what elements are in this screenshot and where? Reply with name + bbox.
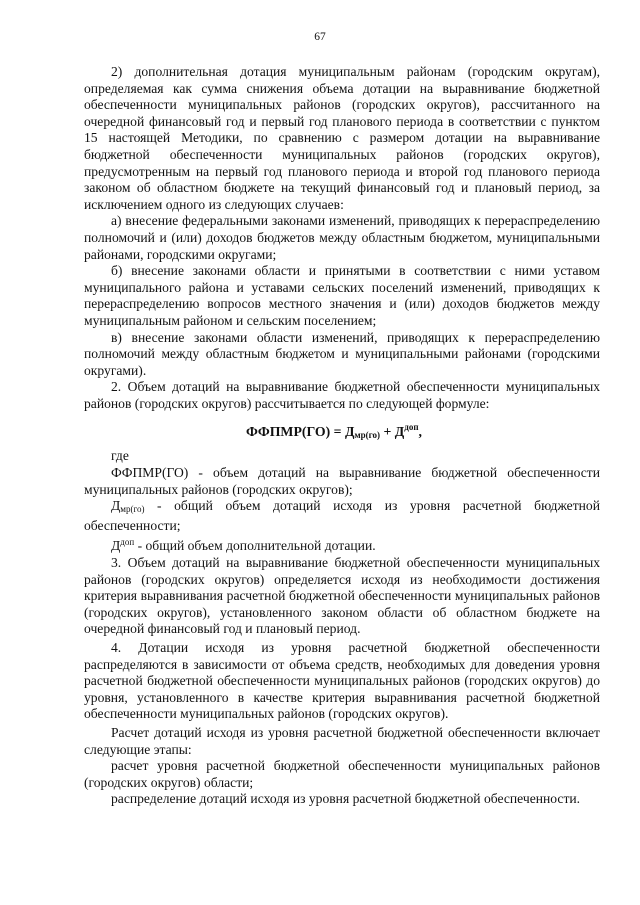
- page-number: 67: [314, 31, 326, 43]
- definition-ddop: [84, 534, 600, 555]
- paragraph-item-2: 2. Объем дотаций на выравнивание бюджетной обеспеченности муниципальных районов (городских округов) рассчитывается по следующей формуле:: [84, 379, 600, 411]
- paragraph-stage-2: распределение дотаций исходя из уровня расчетной бюджетной обеспеченности.: [111, 791, 581, 807]
- definition-ddop-text: - общий объем дополнительной дотации.: [134, 538, 376, 554]
- paragraph-case-v: в) внесение законами области изменений, приводящих к перераспределению полномочий между областным бюджетом и муниципальными районами (городскими округами).: [84, 329, 600, 378]
- formula-superscript: доп: [404, 422, 419, 433]
- definition-dmr: [84, 498, 600, 534]
- paragraph-stage-1: расчет уровня расчетной бюджетной обеспеченности муниципальных районов (городских округов) области;: [84, 758, 600, 790]
- formula-lhs: ФФПМР(ГО) = Д: [246, 424, 355, 440]
- paragraph-case-b: б) внесение законами области и принятыми в соответствии с ними уставом муниципального района и уставами сельских поселений изменений, приводящих к перераспределению вопросов местного значения и (или) доходов бюджетов между муниципальным районом и сельским поселением;: [84, 263, 600, 328]
- definition-dmr-term: Д: [111, 498, 121, 514]
- formula-subscript: мр(го): [354, 430, 380, 441]
- document-body: [84, 64, 600, 808]
- formula: [84, 418, 600, 444]
- definition-dmr-subscript: мр(го): [120, 504, 145, 515]
- definition-ddop-term: Д: [111, 538, 121, 554]
- paragraph-item-3: 3. Объем дотаций на выравнивание бюджетной обеспеченности муниципальных районов (городских округов) определяется исходя из необходимости достижения критерия выравнивания расчетной бюджетной обеспеченности муниципальных районов (городских округов), установленного законом области об областном бюджете на очередной финансовый год и плановый период.: [84, 555, 600, 637]
- definition-dmr-text: - общий объем дотаций исходя из уровня расчетной бюджетной обеспеченности;: [84, 498, 600, 533]
- where-label: где: [111, 448, 129, 464]
- paragraph-item-4: 4. Дотации исходя из уровня расчетной бюджетной обеспеченности распределяются в зависимости от объема средств, необходимых для доведения уровня расчетной бюджетной обеспеченности муниципальных районов (городских округов) до уровня, установленного в качестве критерия выравнивания расчетной бюджетной обеспеченности муниципальных районов (городских округов).: [84, 640, 600, 722]
- definition-ffpmr: [84, 465, 600, 498]
- paragraph-additional-subsidy: 2) дополнительная дотация муниципальным районам (городским округам), определяемая как сумма снижения объема дотации на выравнивание бюджетной обеспеченности муниципальных районов (городских округов), рассчитанного на очередной финансовый год и первый год планового периода в соответствии с пунктом 15 настоящей Методики, по сравнению с размером дотации на выравнивание бюджетной обеспеченности муниципальных районов (городских округов), предусмотренным на первый год планового периода и второй год планового периода законом об областном бюджете на текущий финансовый год и плановый период, за исключением одного из следующих случаев:: [84, 64, 600, 212]
- formula-plus: + Д: [380, 424, 405, 440]
- formula-tail: ,: [418, 424, 422, 440]
- definition-ffpmr-term: ФФПМР(ГО): [111, 465, 189, 481]
- definition-ffpmr-text: - объем дотаций на выравнивание бюджетной обеспеченности муниципальных районов (городских округов);: [84, 465, 600, 497]
- definition-ddop-superscript: доп: [120, 537, 135, 548]
- paragraph-case-a: а) внесение федеральными законами изменений, приводящих к перераспределению полномочий и (или) доходов бюджетов между областным бюджетом, муниципальными районами, городскими округами;: [84, 213, 600, 262]
- paragraph-calculation: Расчет дотаций исходя из уровня расчетной бюджетной обеспеченности включает следующие этапы:: [84, 724, 600, 757]
